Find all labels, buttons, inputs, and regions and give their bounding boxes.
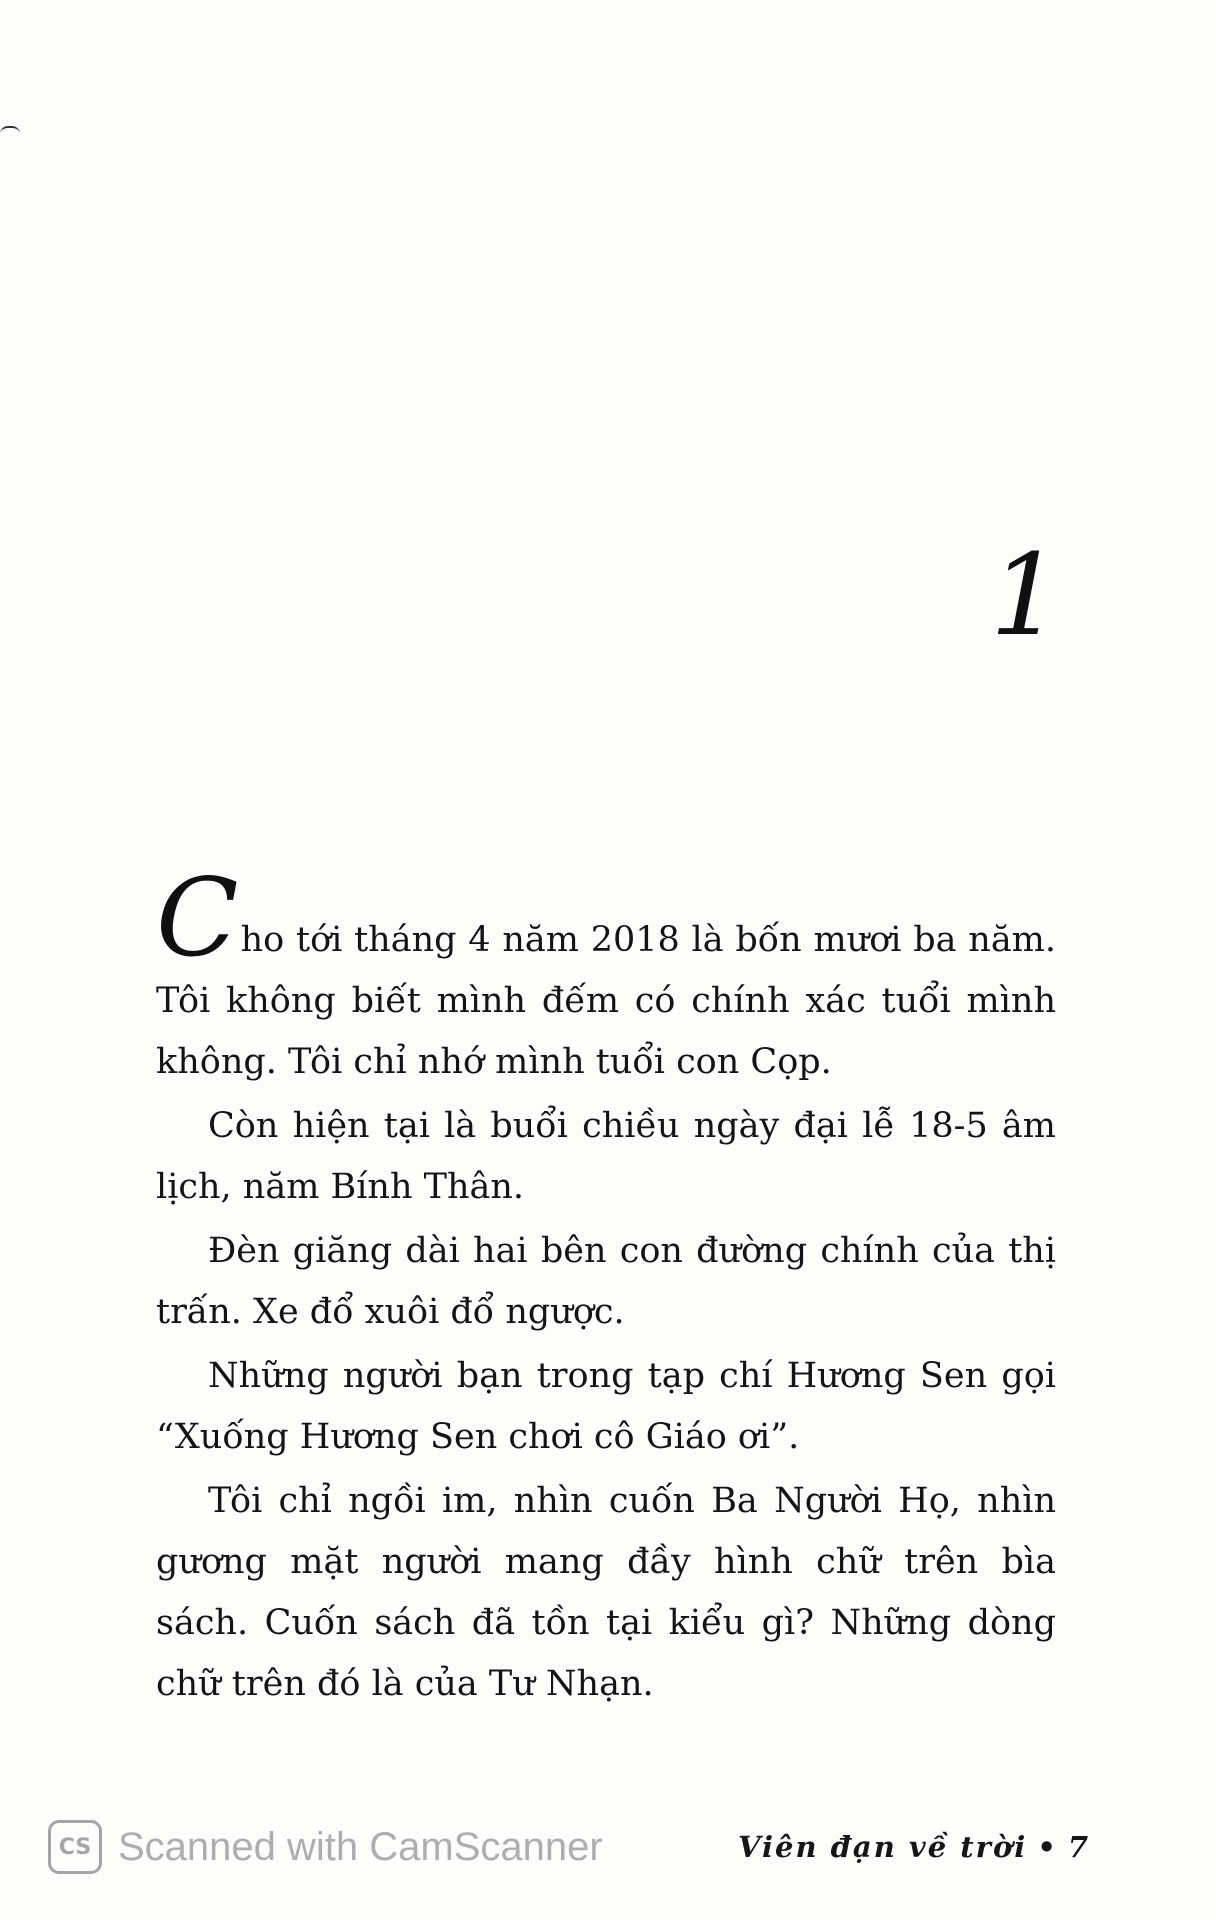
footer-book-title: Viên đạn về trời: [738, 1830, 1028, 1864]
camscanner-text: Scanned with CamScanner: [118, 1824, 603, 1869]
drop-cap: C: [156, 856, 239, 981]
paragraph-2: Còn hiện tại là buổi chiều ngày đại lễ 18-5 âm lịch, năm Bính Thân.: [156, 1106, 1056, 1207]
footer-page-number: 7: [1067, 1830, 1091, 1864]
page-edge-mark: [0, 126, 20, 134]
chapter-body-text: [156, 856, 1056, 1718]
paragraph-1: [156, 856, 1056, 1093]
camscanner-logo-icon: [48, 1820, 102, 1874]
paragraph-5: Tôi chỉ ngồi im, nhìn cuốn Ba Người Họ, nhìn gương mặt người mang đầy hình chữ trên bìa sách. Cuốn sách đã tồn tại kiểu gì? Những dòng chữ trên đó là của Tư Nhạn.: [156, 1481, 1056, 1704]
paragraph-1-text: ho tới tháng 4 năm 2018 là bốn mươi ba năm. Tôi không biết mình đếm có chính xác tuổi mình không. Tôi chỉ nhớ mình tuổi con Cọp.: [156, 920, 1056, 1082]
footer-separator: •: [1037, 1830, 1058, 1864]
camscanner-watermark: [48, 1820, 603, 1874]
chapter-number: 1: [990, 531, 1062, 661]
paragraph-3: Đèn giăng dài hai bên con đường chính của thị trấn. Xe đổ xuôi đổ ngược.: [156, 1231, 1056, 1332]
running-footer: [738, 1830, 1090, 1864]
paragraph-4: Những người bạn trong tạp chí Hương Sen gọi “Xuống Hương Sen chơi cô Giáo ơi”.: [156, 1356, 1056, 1457]
camscanner-logo-label: CS: [58, 1834, 92, 1860]
